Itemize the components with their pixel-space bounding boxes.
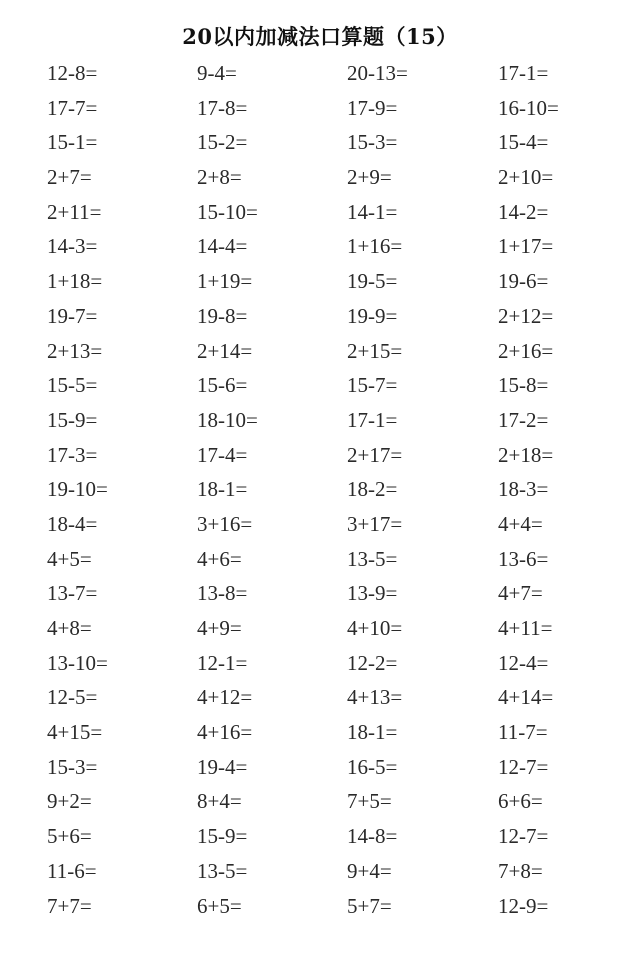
arithmetic-problem: 17-7=: [47, 95, 98, 120]
arithmetic-problem: 15-3=: [347, 130, 398, 155]
arithmetic-problem: 17-9=: [347, 95, 398, 120]
arithmetic-problem: 12-7=: [498, 754, 549, 779]
arithmetic-problem: 18-3=: [498, 477, 549, 502]
problem-row: [0, 854, 640, 889]
arithmetic-problem: 2+13=: [47, 338, 103, 363]
arithmetic-problem: 19-6=: [498, 269, 549, 294]
arithmetic-problem: 17-4=: [197, 442, 248, 467]
arithmetic-problem: 9+2=: [47, 789, 92, 814]
arithmetic-problem: 15-10=: [197, 199, 258, 224]
arithmetic-problem: 15-9=: [197, 824, 248, 849]
problem-row: [0, 368, 640, 403]
arithmetic-problem: 13-8=: [197, 581, 248, 606]
arithmetic-problem: 20-13=: [347, 61, 408, 85]
arithmetic-problem: 2+16=: [498, 338, 554, 363]
problem-grid: [0, 56, 640, 923]
arithmetic-problem: 4+4=: [498, 511, 543, 536]
arithmetic-problem: 6+6=: [498, 789, 543, 814]
arithmetic-problem: 15-4=: [498, 130, 549, 155]
arithmetic-problem: 2+10=: [498, 165, 554, 190]
arithmetic-problem: 4+16=: [197, 720, 253, 745]
arithmetic-problem: 4+12=: [197, 685, 253, 710]
arithmetic-problem: 9+4=: [347, 858, 392, 883]
arithmetic-problem: 19-10=: [47, 477, 108, 502]
arithmetic-problem: 9-4=: [197, 61, 237, 85]
arithmetic-problem: 15-2=: [197, 130, 248, 155]
problem-row: [0, 611, 640, 646]
arithmetic-problem: 15-9=: [47, 407, 98, 432]
problem-row: [0, 264, 640, 299]
arithmetic-problem: 15-1=: [47, 130, 98, 155]
arithmetic-problem: 18-10=: [197, 407, 258, 432]
arithmetic-problem: 19-9=: [347, 303, 398, 328]
arithmetic-problem: 12-5=: [47, 685, 98, 710]
arithmetic-problem: 5+6=: [47, 824, 92, 849]
arithmetic-problem: 12-9=: [498, 893, 549, 918]
arithmetic-problem: 19-4=: [197, 754, 248, 779]
arithmetic-problem: 12-4=: [498, 650, 549, 675]
arithmetic-problem: 15-8=: [498, 373, 549, 398]
problem-row: [0, 680, 640, 715]
problem-row: [0, 334, 640, 369]
arithmetic-problem: 12-2=: [347, 650, 398, 675]
arithmetic-problem: 16-10=: [498, 95, 559, 120]
problem-row: [0, 889, 640, 924]
problem-row: [0, 91, 640, 126]
arithmetic-problem: 1+19=: [197, 269, 253, 294]
arithmetic-problem: 4+14=: [498, 685, 554, 710]
arithmetic-problem: 7+7=: [47, 893, 92, 918]
arithmetic-problem: 4+13=: [347, 685, 403, 710]
arithmetic-problem: 13-5=: [197, 858, 248, 883]
arithmetic-problem: 4+5=: [47, 546, 92, 571]
arithmetic-problem: 13-5=: [347, 546, 398, 571]
problem-row: [0, 472, 640, 507]
problem-row: [0, 750, 640, 785]
arithmetic-problem: 12-1=: [197, 650, 248, 675]
problem-row: [0, 403, 640, 438]
arithmetic-problem: 15-3=: [47, 754, 98, 779]
arithmetic-problem: 17-1=: [498, 61, 549, 85]
arithmetic-problem: 14-8=: [347, 824, 398, 849]
arithmetic-problem: 4+11=: [498, 616, 553, 640]
arithmetic-problem: 1+16=: [347, 234, 403, 259]
arithmetic-problem: 18-2=: [347, 477, 398, 502]
problem-row: [0, 542, 640, 577]
problem-row: [0, 576, 640, 611]
arithmetic-problem: 12-8=: [47, 61, 98, 85]
worksheet-title: 20以内加减法口算题（15）: [182, 24, 458, 49]
arithmetic-problem: 7+5=: [347, 789, 392, 814]
arithmetic-problem: 3+16=: [197, 511, 253, 536]
problem-row: [0, 299, 640, 334]
arithmetic-problem: 4+10=: [347, 616, 403, 640]
problem-row: [0, 784, 640, 819]
arithmetic-problem: 4+9=: [197, 616, 242, 640]
arithmetic-problem: 2+8=: [197, 165, 242, 190]
arithmetic-problem: 11-7=: [498, 720, 548, 745]
arithmetic-problem: 18-4=: [47, 511, 98, 536]
arithmetic-problem: 17-1=: [347, 407, 398, 432]
arithmetic-problem: 7+8=: [498, 858, 543, 883]
arithmetic-problem: 16-5=: [347, 754, 398, 779]
problem-row: [0, 125, 640, 160]
arithmetic-problem: 2+14=: [197, 338, 253, 363]
problem-row: [0, 507, 640, 542]
problem-row: [0, 229, 640, 264]
arithmetic-problem: 1+17=: [498, 234, 554, 259]
problem-row: [0, 819, 640, 854]
arithmetic-problem: 15-5=: [47, 373, 98, 398]
arithmetic-problem: 14-1=: [347, 199, 398, 224]
arithmetic-problem: 4+7=: [498, 581, 543, 606]
arithmetic-problem: 14-3=: [47, 234, 98, 259]
arithmetic-problem: 2+7=: [47, 165, 92, 190]
arithmetic-problem: 13-7=: [47, 581, 98, 606]
problem-row: [0, 715, 640, 750]
arithmetic-problem: 17-3=: [47, 442, 98, 467]
arithmetic-problem: 2+18=: [498, 442, 554, 467]
arithmetic-problem: 14-2=: [498, 199, 549, 224]
arithmetic-problem: 13-10=: [47, 650, 108, 675]
arithmetic-problem: 12-7=: [498, 824, 549, 849]
problem-row: [0, 438, 640, 473]
arithmetic-problem: 15-7=: [347, 373, 398, 398]
arithmetic-problem: 8+4=: [197, 789, 242, 814]
arithmetic-problem: 3+17=: [347, 511, 403, 536]
arithmetic-problem: 17-8=: [197, 95, 248, 120]
arithmetic-problem: 18-1=: [347, 720, 398, 745]
arithmetic-problem: 19-5=: [347, 269, 398, 294]
arithmetic-problem: 4+8=: [47, 616, 92, 640]
arithmetic-problem: 2+17=: [347, 442, 403, 467]
arithmetic-problem: 14-4=: [197, 234, 248, 259]
arithmetic-problem: 4+6=: [197, 546, 242, 571]
problem-row: [0, 195, 640, 230]
arithmetic-problem: 18-1=: [197, 477, 248, 502]
arithmetic-problem: 2+12=: [498, 303, 554, 328]
arithmetic-problem: 6+5=: [197, 893, 242, 918]
arithmetic-problem: 19-8=: [197, 303, 248, 328]
arithmetic-problem: 1+18=: [47, 269, 103, 294]
problem-row: [0, 160, 640, 195]
arithmetic-problem: 19-7=: [47, 303, 98, 328]
arithmetic-problem: 2+11=: [47, 199, 102, 224]
arithmetic-problem: 2+9=: [347, 165, 392, 190]
arithmetic-problem: 17-2=: [498, 407, 549, 432]
arithmetic-problem: 15-6=: [197, 373, 248, 398]
arithmetic-problem: 13-6=: [498, 546, 549, 571]
arithmetic-problem: 13-9=: [347, 581, 398, 606]
problem-row: [0, 56, 640, 91]
arithmetic-problem: 4+15=: [47, 720, 103, 745]
problem-row: [0, 646, 640, 681]
arithmetic-problem: 5+7=: [347, 893, 392, 918]
arithmetic-problem: 2+15=: [347, 338, 403, 363]
arithmetic-problem: 11-6=: [47, 858, 97, 883]
